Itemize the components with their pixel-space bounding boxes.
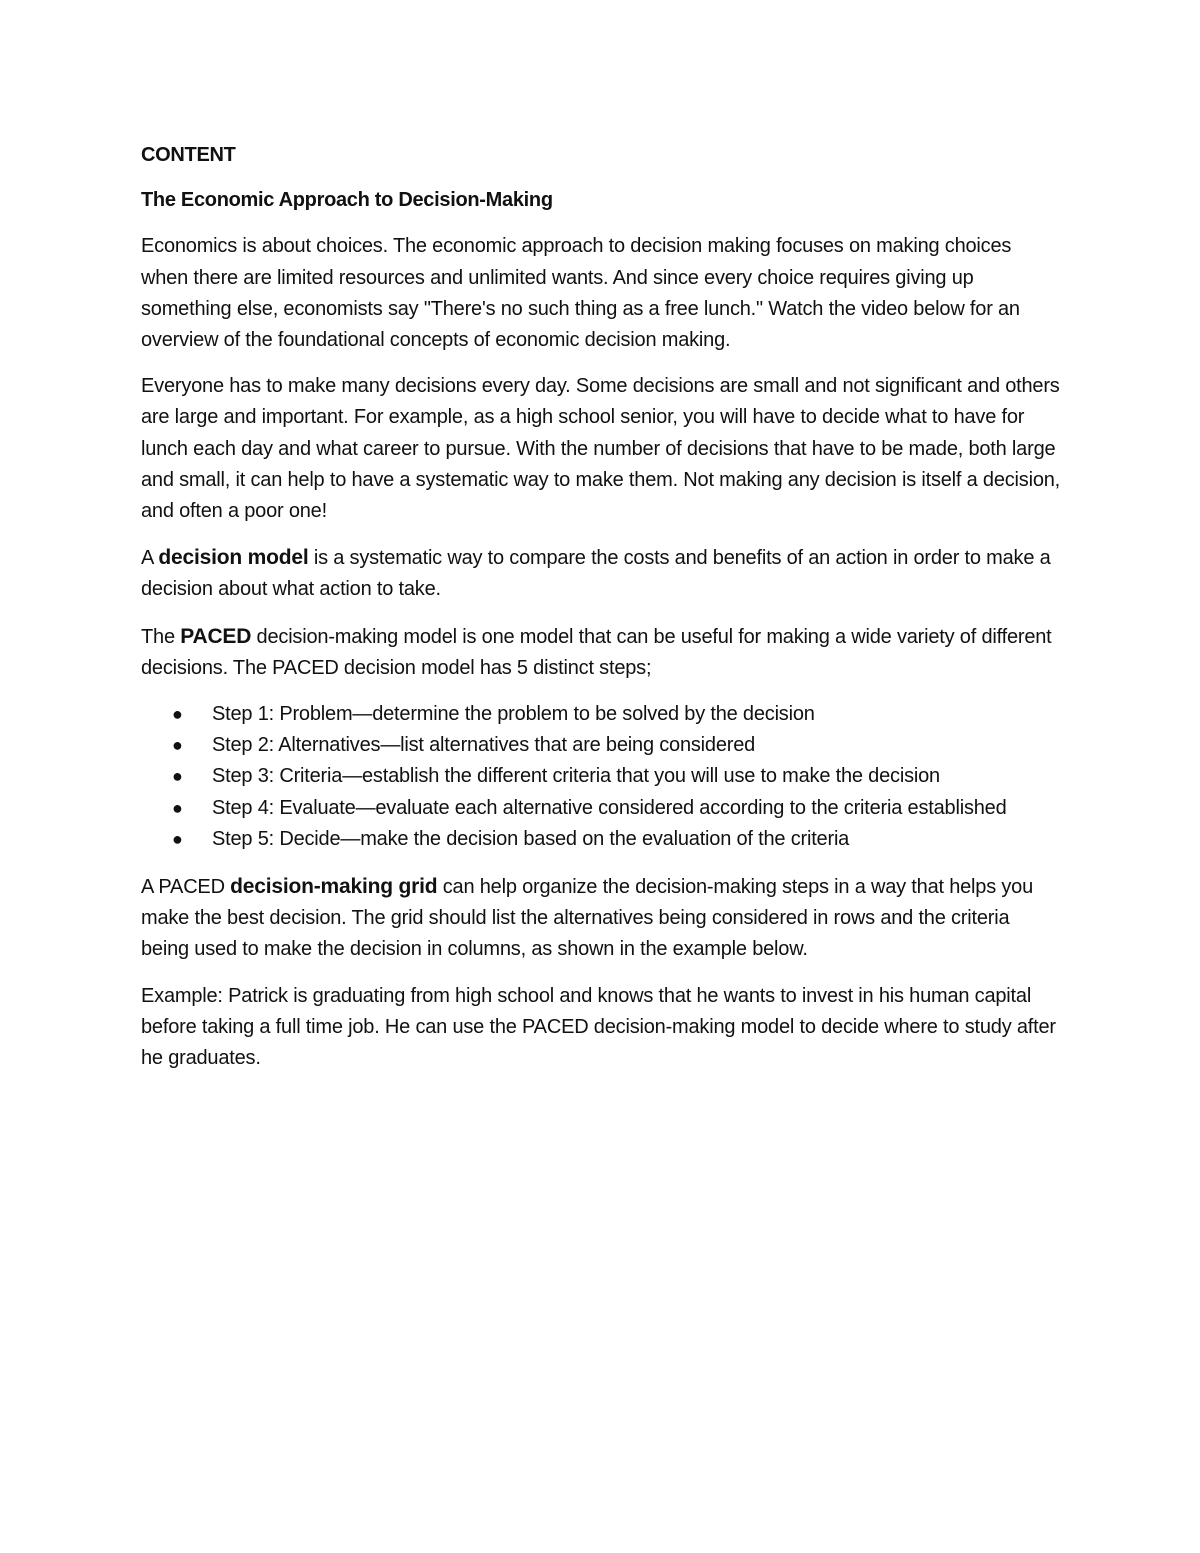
term-paced: PACED bbox=[180, 624, 252, 648]
paragraph-example: Example: Patrick is graduating from high school and knows that he wants to invest in his human capital before taking a full time job. He can use the PACED decision-making model to decide where to study after he graduates. bbox=[141, 984, 1056, 1070]
text-run: is a systematic way to compare the costs and benefits of an action in order to make a decision about what action to take. bbox=[141, 547, 1051, 601]
text-run: decision-making model is one model that can be useful for making a wide variety of different decisions. The PACED decision model has 5 distinct steps; bbox=[141, 625, 1052, 679]
bullet-icon: ● bbox=[172, 797, 183, 818]
section-label: CONTENT bbox=[141, 144, 236, 166]
paragraph-paced-model bbox=[141, 621, 1061, 684]
bullet-icon: ● bbox=[172, 704, 183, 725]
bullet-icon: ● bbox=[172, 766, 183, 787]
step-text: Step 1: Problem—determine the problem to be solved by the decision bbox=[212, 703, 815, 726]
bullet-icon: ● bbox=[172, 828, 183, 849]
steps-list bbox=[141, 699, 1061, 855]
step-text: Step 4: Evaluate—evaluate each alternative considered according to the criteria established bbox=[212, 796, 1007, 819]
list-item bbox=[141, 730, 1061, 761]
paragraph-economics-choices: Economics is about choices. The economic approach to decision making focuses on making choices when there are limited resources and unlimited wants. And since every choice requires giving up something else, economists say "There's no such thing as a free lunch." Watch the video below for an overview of the foundational concepts of economic decision making. bbox=[141, 235, 1020, 352]
bullet-icon: ● bbox=[172, 735, 183, 756]
page-title: The Economic Approach to Decision-Making bbox=[141, 189, 553, 212]
text-run: The bbox=[141, 625, 181, 648]
step-text: Step 2: Alternatives—list alternatives that are being considered bbox=[212, 734, 756, 757]
list-item bbox=[141, 793, 1061, 824]
paragraph-decision-grid bbox=[141, 871, 1061, 966]
paragraph-everyday-decisions: Everyone has to make many decisions every day. Some decisions are small and not significant and others are large and important. For example, as a high school senior, you will have to decide what to have for lunch each day and what career to pursue. With the number of decisions that have to be made, both large and small, it can help to have a systematic way to make them. Not making any decision is itself a decision, and often a poor one! bbox=[141, 375, 1061, 523]
text-run: A PACED bbox=[141, 876, 231, 899]
text-run: A bbox=[141, 547, 159, 570]
step-text: Step 5: Decide—make the decision based on the evaluation of the criteria bbox=[212, 827, 850, 850]
list-item bbox=[141, 824, 1061, 855]
document-page bbox=[141, 140, 1061, 1089]
paragraph-decision-model bbox=[141, 542, 1061, 605]
list-item bbox=[141, 761, 1061, 792]
step-text: Step 3: Criteria—establish the different criteria that you will use to make the decision bbox=[212, 765, 940, 788]
term-decision-model: decision model bbox=[158, 546, 309, 570]
list-item bbox=[141, 699, 1061, 730]
term-decision-making-grid: decision-making grid bbox=[230, 875, 438, 899]
text-run: can help organize the decision-making steps in a way that helps you make the best decision. The grid should list the alternatives being considered in rows and the criteria being used to make the decision in columns, as shown in the example below. bbox=[141, 876, 1034, 961]
